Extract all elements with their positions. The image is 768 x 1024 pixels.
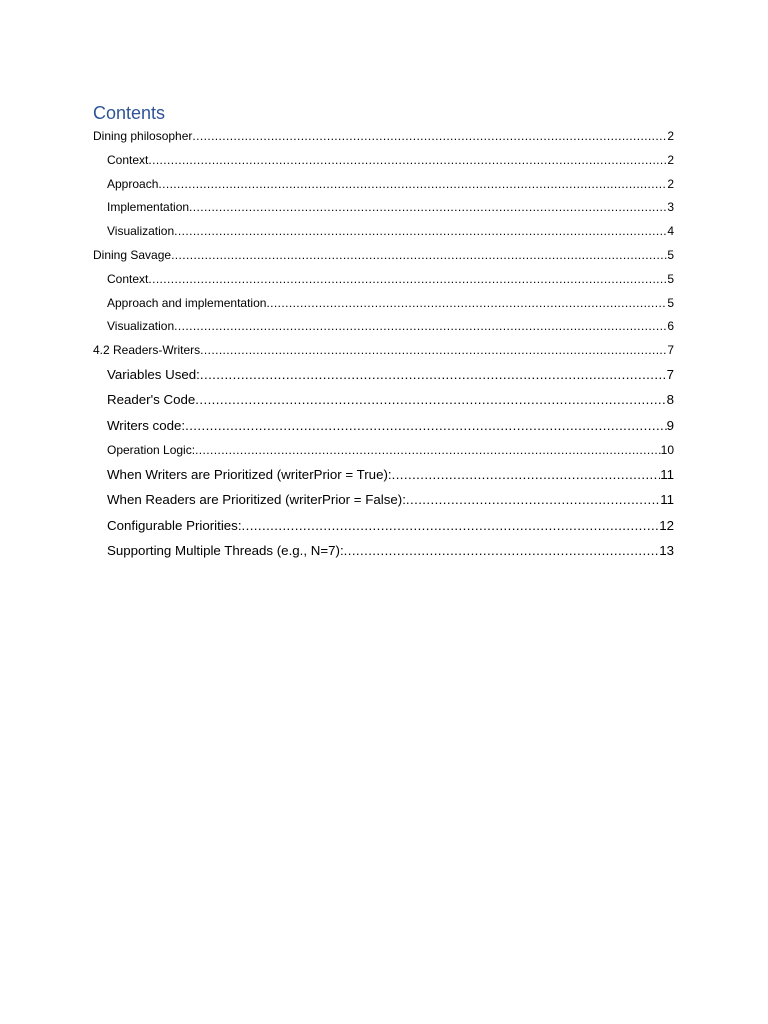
toc-entry-label: Dining Savage: [93, 247, 172, 262]
toc-entry[interactable]: [93, 128, 674, 144]
toc-page-number: 9: [666, 417, 674, 433]
toc-entry-label: Dining philosopher: [93, 129, 193, 143]
toc-page-number: 2: [667, 176, 674, 191]
toc-page-number: 7: [667, 343, 674, 358]
toc-page-number: 2: [667, 129, 674, 143]
toc-dot-leader: [148, 152, 667, 168]
toc-dot-leader: [200, 366, 667, 383]
toc-dot-leader: [200, 342, 667, 358]
toc-dot-leader: [148, 271, 667, 287]
toc-dot-leader: [195, 391, 666, 408]
toc-entry-label: Implementation: [107, 200, 190, 215]
toc-entry[interactable]: [93, 517, 674, 534]
toc-entry-label: Operation Logic:: [107, 443, 196, 458]
toc-list: [93, 128, 674, 559]
toc-entry[interactable]: [93, 318, 674, 334]
toc-page-number: 5: [667, 247, 674, 262]
toc-entry[interactable]: [93, 223, 674, 239]
toc-entry-label: Configurable Priorities:: [107, 517, 242, 533]
toc-entry-label: When Readers are Prioritized (writerPrior = False):: [107, 492, 406, 508]
toc-dot-leader: [344, 542, 660, 559]
toc-entry-label: Visualization: [107, 224, 175, 239]
toc-dot-leader: [189, 199, 667, 215]
toc-page-number: 4: [667, 224, 674, 239]
toc-entry-label: Reader's Code: [107, 392, 196, 408]
toc-page-number: 5: [667, 295, 674, 310]
toc-entry-label: Visualization: [107, 319, 175, 334]
toc-page-number: 6: [667, 319, 674, 334]
toc-dot-leader: [185, 417, 667, 434]
toc-entry-label: Writers code:: [107, 417, 186, 433]
toc-page-number: 11: [660, 492, 674, 508]
toc-entry[interactable]: [93, 271, 674, 287]
toc-page-number: 2: [667, 152, 674, 167]
toc-entry-label: Variables Used:: [107, 366, 200, 382]
toc-entry-label: Context: [107, 271, 149, 286]
toc-dot-leader: [266, 295, 667, 311]
toc-dot-leader: [242, 517, 660, 534]
toc-page-number: 10: [660, 443, 674, 458]
toc-entry[interactable]: [93, 199, 674, 215]
toc-entry-label: Approach: [107, 176, 159, 191]
toc-dot-leader: [192, 128, 667, 144]
toc-entry[interactable]: [93, 542, 674, 559]
toc-page-number: 7: [666, 366, 674, 382]
toc-dot-leader: [158, 176, 667, 192]
toc-page-number: 11: [660, 466, 674, 482]
toc-entry[interactable]: [93, 366, 674, 383]
toc-entry-label: Approach and implementation: [107, 295, 267, 310]
toc-page-number: 12: [659, 517, 674, 533]
toc-page-number: 5: [667, 271, 674, 286]
toc-entry-label: Supporting Multiple Threads (e.g., N=7):: [107, 543, 344, 559]
toc-entry[interactable]: [93, 152, 674, 168]
document-page: [93, 100, 674, 568]
toc-entry[interactable]: [93, 247, 674, 263]
toc-entry[interactable]: [93, 442, 674, 458]
toc-dot-leader: [174, 223, 667, 239]
toc-dot-leader: [171, 247, 667, 263]
toc-entry[interactable]: [93, 295, 674, 311]
toc-entry[interactable]: [93, 466, 674, 483]
toc-dot-leader: [392, 466, 661, 483]
toc-page-number: 3: [667, 200, 674, 215]
toc-entry[interactable]: [93, 391, 674, 408]
toc-entry-label: 4.2 Readers-Writers: [93, 343, 201, 358]
toc-entry[interactable]: [93, 342, 674, 358]
toc-entry[interactable]: [93, 491, 674, 508]
toc-entry[interactable]: [93, 417, 674, 434]
toc-entry-label: Context: [107, 152, 149, 167]
toc-dot-leader: [174, 318, 667, 334]
toc-page-number: 8: [666, 392, 674, 408]
toc-dot-leader: [406, 491, 660, 508]
toc-heading: Contents: [93, 103, 166, 123]
toc-dot-leader: [195, 442, 661, 458]
toc-entry[interactable]: [93, 176, 674, 192]
toc-entry-label: When Writers are Prioritized (writerPrior = True):: [107, 466, 392, 482]
toc-page-number: 13: [659, 543, 674, 559]
